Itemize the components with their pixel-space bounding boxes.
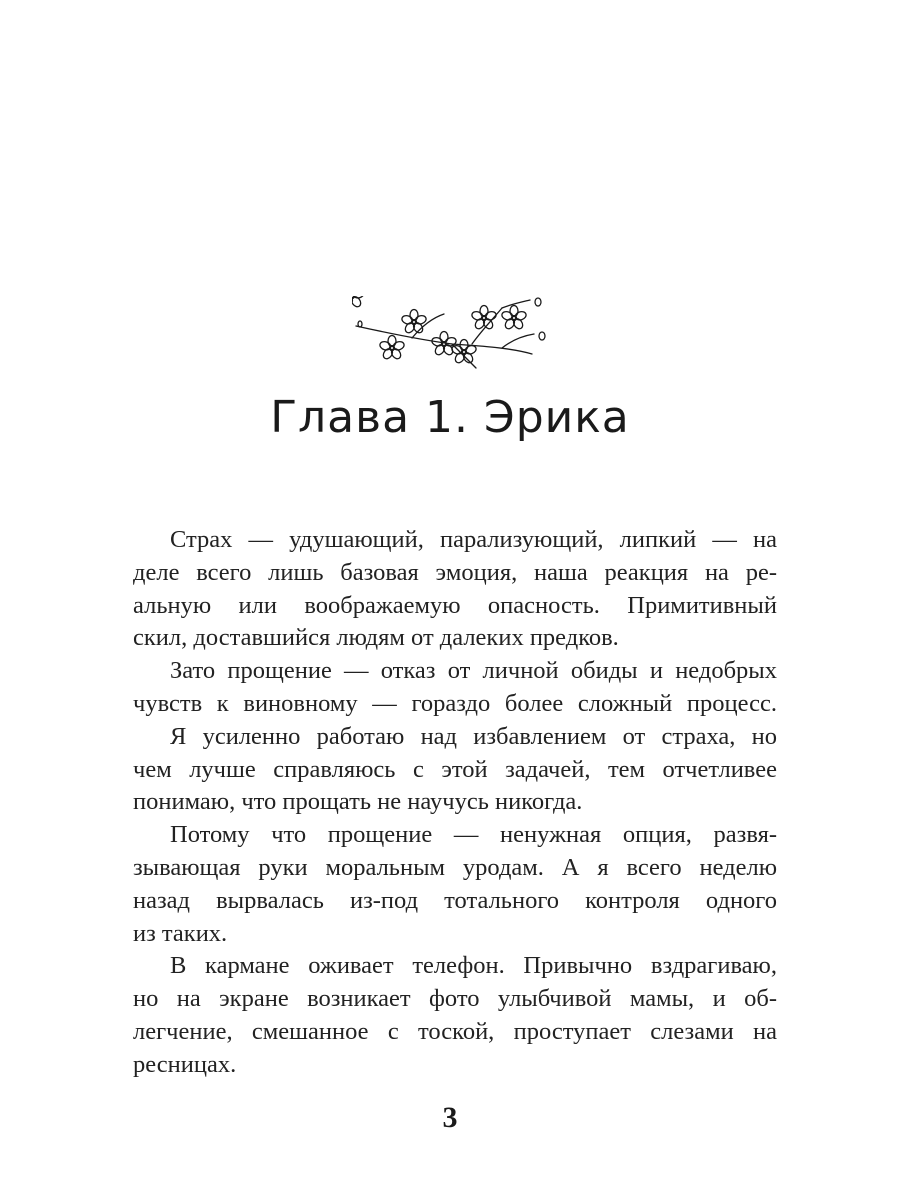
- text-line: Страх — удушающий, парализующий, липкий — на: [170, 526, 777, 553]
- text-line: чувств к виновному — гораздо более сложный процесс.: [133, 689, 777, 717]
- text-line: Потому что прощение — ненужная опция, развя-: [170, 821, 777, 849]
- text-line: чем лучше справляюсь с этой задачей, тем отчетливее: [133, 755, 777, 783]
- text-line: деле всего лишь базовая эмоция, наша реакция на ре-: [133, 558, 777, 586]
- text-line: альную или воображаемую опасность. Примитивный: [133, 591, 777, 619]
- text-line: ресницах.: [133, 1050, 237, 1078]
- cherry-blossom-branch-icon: [352, 296, 548, 376]
- text-line: Зато прощение — отказ от личной обиды и недобрых: [170, 657, 777, 685]
- page-number: 3: [442, 1101, 458, 1134]
- text-line: В кармане оживает телефон. Привычно вздрагиваю,: [170, 952, 777, 980]
- chapter-title: Глава 1. Эрика: [270, 392, 630, 443]
- text-line: понимаю, что прощать не научусь никогда.: [133, 788, 583, 816]
- body-text: [133, 524, 777, 1082]
- text-line: скил, доставшийся людям от далеких предков.: [133, 624, 619, 652]
- text-line: из таких.: [133, 919, 228, 947]
- text-line: но на экране возникает фото улыбчивой мамы, и об-: [133, 985, 777, 1013]
- text-line: легчение, смешанное с тоской, проступает слезами на: [133, 1017, 777, 1045]
- text-line: назад вырвалась из-под тотального контроля одного: [133, 886, 777, 914]
- text-line: зывающая руки моральным уродам. А я всего неделю: [133, 853, 777, 881]
- text-line: Я усиленно работаю над избавлением от страха, но: [170, 722, 777, 750]
